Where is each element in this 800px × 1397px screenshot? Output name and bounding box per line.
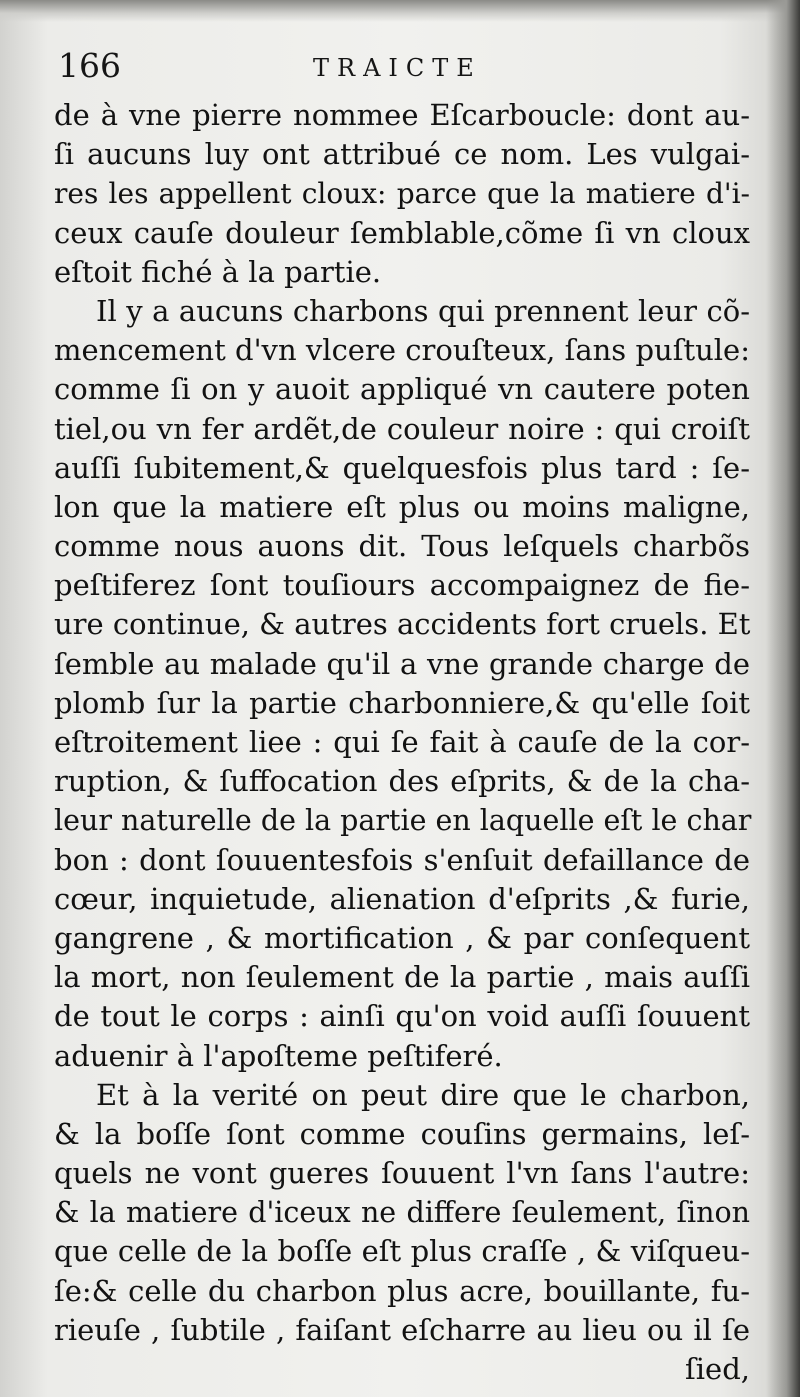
text-line: de tout le corps : ainſi qu'on void auſſi ſouuent xyxy=(54,999,750,1034)
text-line: peſtiferez ſont touſiours accompaignez de fie- xyxy=(54,568,750,603)
text-line: comme nous auons dit. Tous leſquels charbõs xyxy=(54,529,750,564)
text-line: auſſi ſubitement,& quelquesfois plus tard : ſe- xyxy=(54,450,750,485)
text-line: cœur, inquietude, alienation d'eſprits ,& furie, xyxy=(54,881,750,916)
running-head xyxy=(58,46,748,90)
text-line: de à vne pierre nommee Eſcarboucle: dont au- xyxy=(54,98,750,132)
text-line: mencement d'vn vlcere crouſteux, ſans puſtule: xyxy=(54,333,750,368)
text-line: res les appellent cloux: parce que la matiere d'i- xyxy=(54,177,750,211)
text-line: ure continue, & autres accidents fort cruels. Et xyxy=(54,607,751,642)
body-text xyxy=(54,96,750,1389)
text-line: que celle de la boſſe eſt plus craſſe , & viſqueu- xyxy=(54,1234,750,1269)
text-line: lon que la matiere eſt plus ou moins maligne, xyxy=(54,489,750,524)
text-line: comme ſi on y auoit appliqué vn cautere poten xyxy=(54,372,750,407)
paragraph-start-line: Et à la verité on peut dire que le charbon, xyxy=(96,1077,750,1112)
page-top-edge xyxy=(0,0,800,22)
text-line: ſe:& celle du charbon plus acre, bouillante, fu- xyxy=(54,1273,750,1308)
text-line: gangrene , & mortification , & par conſequent xyxy=(54,920,750,955)
running-title: TRAICTE xyxy=(313,54,482,82)
text-line: eſtoit fiché à la partie. xyxy=(54,254,382,289)
text-line: leur naturelle de la partie en laquelle eſt le char xyxy=(54,804,752,838)
catchword-line: ſied, xyxy=(685,1352,750,1386)
text-line: aduenir à l'apoſteme peſtiferé. xyxy=(54,1038,503,1073)
text-line: ſemble au malade qu'il a vne grande charge de xyxy=(54,646,750,681)
page-gutter-shadow xyxy=(766,0,800,1397)
paragraph-start-line: Il y a aucuns charbons qui prennent leur cõ- xyxy=(96,293,750,328)
text-line: rieuſe , ſubtile , faiſant eſcharre au lieu ou il ſe xyxy=(54,1312,750,1347)
page-number: 166 xyxy=(58,46,121,85)
text-line: bon : dont ſouuentesfois s'enſuit defaillance de xyxy=(54,842,750,877)
text-line: eſtroitement liee : qui ſe fait à cauſe de la cor- xyxy=(54,725,750,759)
text-line: quels ne vont gueres ſouuent l'vn ſans l'autre: xyxy=(54,1156,750,1191)
text-line: ceux cauſe douleur ſemblable,cõme ſi vn cloux xyxy=(54,215,750,250)
text-line: & la boſſe ſont comme couſins germains, leſ- xyxy=(54,1116,750,1151)
text-line: la mort, non ſeulement de la partie , mais auſſi xyxy=(54,960,750,995)
text-line: tiel,ou vn fer ardẽt,de couleur noire : qui croiſt xyxy=(54,411,750,446)
text-line: plomb ſur la partie charbonniere,& qu'elle ſoit xyxy=(54,685,750,720)
text-line: & la matiere d'iceux ne differe ſeulement, ſinon xyxy=(54,1196,750,1230)
text-line: ruption, & ſuffocation des eſprits, & de la cha- xyxy=(54,764,750,799)
text-line: ſi aucuns luy ont attribué ce nom. Les vulgai- xyxy=(54,137,750,172)
